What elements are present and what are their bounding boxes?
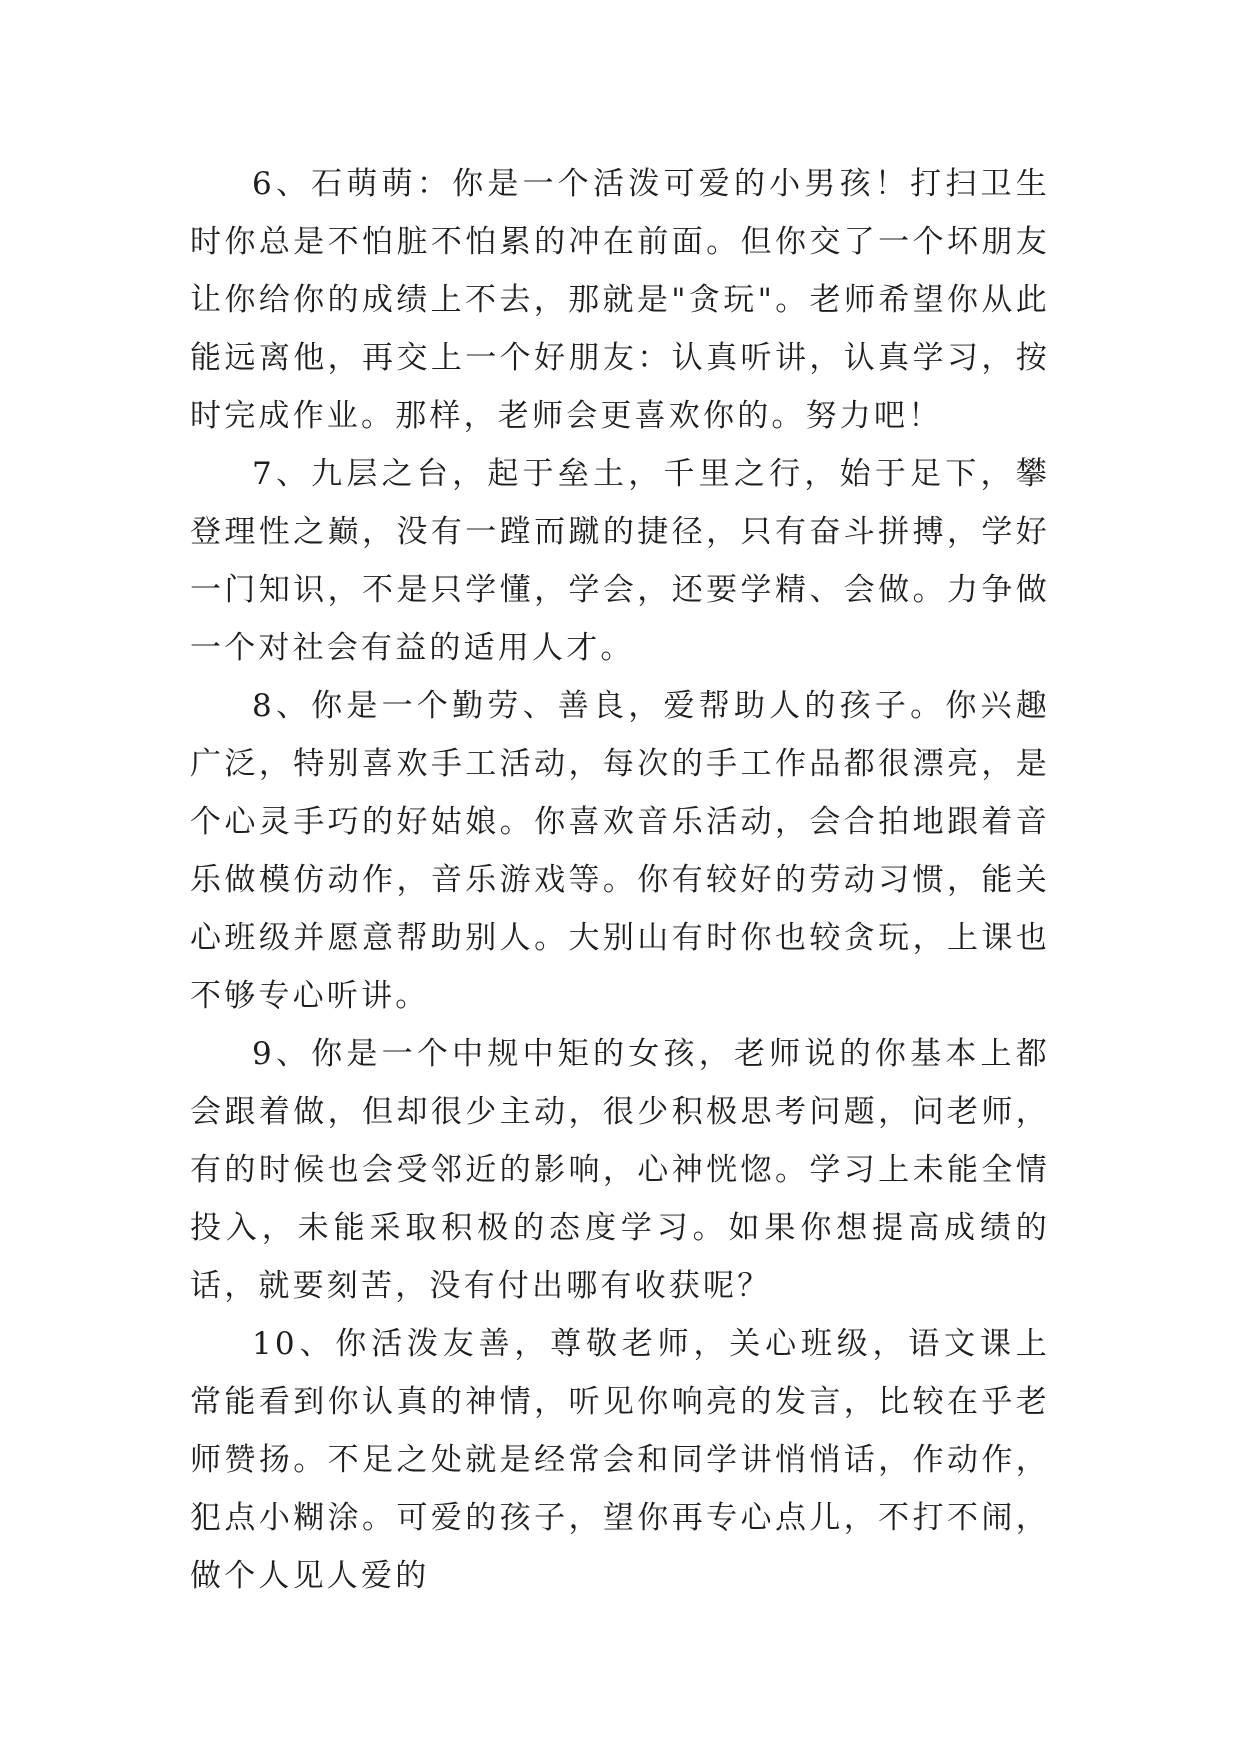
paragraph-8: 8、你是一个勤劳、善良，爱帮助人的孩子。你兴趣广泛，特别喜欢手工活动，每次的手工作品都很漂亮，是个心灵手巧的好姑娘。你喜欢音乐活动，会合拍地跟着音乐做模仿动作，音乐游戏等。你有较好的劳动习惯，能关心班级并愿意帮助别人。大别山有时你也较贪玩，上课也不够专心听讲。 — [190, 688, 1050, 1014]
document-body — [190, 155, 1050, 1605]
paragraph-10: 10、你活泼友善，尊敬老师，关心班级，语文课上常能看到你认真的神情，听见你响亮的发言，比较在乎老师赞扬。不足之处就是经常会和同学讲悄悄话，作动作，犯点小糊涂。可爱的孩子，望你再专心点儿，不打不闹，做个人见人爱的 — [190, 1326, 1050, 1594]
paragraph-7: 7、九层之台，起于垒土，千里之行，始于足下，攀登理性之巅，没有一蹚而蹴的捷径，只有奋斗拼搏，学好一门知识，不是只学懂，学会，还要学精、会做。力争做一个对社会有益的适用人才。 — [190, 456, 1050, 666]
paragraph-6: 6、石萌萌：你是一个活泼可爱的小男孩！打扫卫生时你总是不怕脏不怕累的冲在前面。但你交了一个坏朋友让你给你的成绩上不去，那就是"贪玩"。老师希望你从此能远离他，再交上一个好朋友：认真听讲，认真学习，按时完成作业。那样，老师会更喜欢你的。努力吧！ — [190, 166, 1050, 434]
paragraph-9: 9、你是一个中规中矩的女孩，老师说的你基本上都会跟着做，但却很少主动，很少积极思考问题，问老师，有的时候也会受邻近的影响，心神恍惚。学习上未能全情投入，未能采取积极的态度学习。如果你想提高成绩的话，就要刻苦，没有付出哪有收获呢？ — [190, 1036, 1050, 1304]
